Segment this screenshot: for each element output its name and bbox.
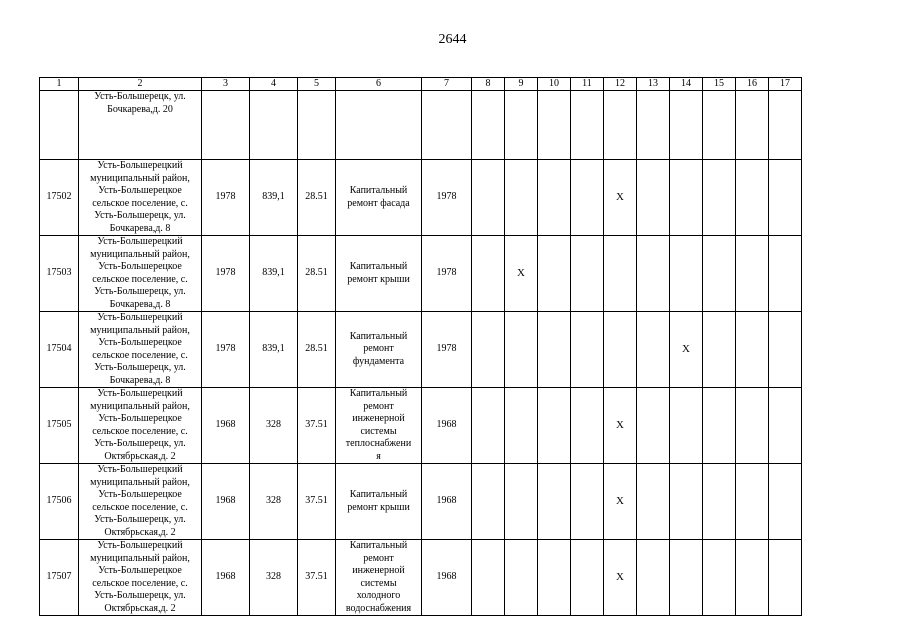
empty-cell (769, 388, 802, 464)
mark-cell: X (604, 388, 637, 464)
empty-cell (571, 312, 604, 388)
column-number-cell: 9 (505, 78, 538, 91)
column-number-row (40, 78, 802, 91)
column-number-cell: 13 (637, 78, 670, 91)
empty-cell (670, 236, 703, 312)
empty-cell (637, 388, 670, 464)
year-built-cell: 1968 (202, 388, 250, 464)
address-cell: Усть-Большерецкий муниципальный район, Усть-Большерецкое сельское поселение, с. Усть-Большерецк, ул. Бочкарева,д. 8 (79, 160, 202, 236)
address-cell: Усть-Большерецкий муниципальный район, Усть-Большерецкое сельское поселение, с. Усть-Большерецк, ул. Октябрьская,д. 2 (79, 464, 202, 540)
empty-cell (670, 464, 703, 540)
year-built-cell: 1978 (202, 160, 250, 236)
column-number-cell: 17 (769, 78, 802, 91)
column-number-cell: 10 (538, 78, 571, 91)
work-type-cell: Капитальный ремонт крыши (336, 236, 422, 312)
empty-cell (736, 236, 769, 312)
wear-cell: 28.51 (298, 312, 336, 388)
column-number-cell: 14 (670, 78, 703, 91)
empty-cell (538, 540, 571, 616)
empty-cell (703, 160, 736, 236)
empty-cell (703, 312, 736, 388)
column-number-cell: 6 (336, 78, 422, 91)
wear-cell: 28.51 (298, 160, 336, 236)
column-number-cell: 2 (79, 78, 202, 91)
empty-cell (472, 388, 505, 464)
empty-cell (505, 312, 538, 388)
address-cell: Усть-Большерецкий муниципальный район, Усть-Большерецкое сельское поселение, с. Усть-Большерецк, ул. Октябрьская,д. 2 (79, 388, 202, 464)
row-id-cell: 17506 (40, 464, 79, 540)
empty-cell (736, 464, 769, 540)
empty-cell (250, 91, 298, 160)
mark-cell: X (604, 160, 637, 236)
empty-cell (505, 464, 538, 540)
address-cell: Усть-Большерецкий муниципальный район, Усть-Большерецкое сельское поселение, с. Усть-Большерецк, ул. Бочкарева,д. 8 (79, 312, 202, 388)
empty-cell (505, 388, 538, 464)
empty-cell (505, 540, 538, 616)
page-number: 2644 (438, 32, 467, 47)
year-built-cell: 1978 (202, 236, 250, 312)
empty-cell (769, 160, 802, 236)
empty-cell (604, 236, 637, 312)
table-row (40, 464, 802, 540)
empty-cell (637, 160, 670, 236)
mark-cell: X (670, 312, 703, 388)
area-cell: 328 (250, 388, 298, 464)
address-cell: Усть-Большерецк, ул. Бочкарева,д. 20 (79, 91, 202, 160)
empty-cell (769, 312, 802, 388)
empty-cell (604, 312, 637, 388)
empty-cell (298, 91, 336, 160)
empty-cell (703, 91, 736, 160)
wear-cell: 37.51 (298, 540, 336, 616)
year-built-cell: 1968 (202, 540, 250, 616)
row-id-cell: 17504 (40, 312, 79, 388)
work-type-cell: Капитальный ремонт фундамента (336, 312, 422, 388)
column-number-cell: 4 (250, 78, 298, 91)
empty-cell (637, 312, 670, 388)
empty-cell (472, 160, 505, 236)
empty-cell (736, 312, 769, 388)
table-row (40, 160, 802, 236)
empty-cell (472, 312, 505, 388)
empty-cell (538, 312, 571, 388)
year-built-cell: 1978 (202, 312, 250, 388)
column-number-cell: 16 (736, 78, 769, 91)
empty-cell (571, 91, 604, 160)
empty-cell (769, 540, 802, 616)
year-cell: 1978 (422, 312, 472, 388)
empty-cell (703, 236, 736, 312)
empty-cell (637, 91, 670, 160)
empty-cell (538, 236, 571, 312)
empty-cell (505, 160, 538, 236)
empty-cell (736, 540, 769, 616)
table-row (40, 312, 802, 388)
empty-cell (336, 91, 422, 160)
year-cell: 1978 (422, 160, 472, 236)
table-row (40, 236, 802, 312)
address-cell: Усть-Большерецкий муниципальный район, Усть-Большерецкое сельское поселение, с. Усть-Большерецк, ул. Бочкарева,д. 8 (79, 236, 202, 312)
empty-cell (703, 388, 736, 464)
work-type-cell: Капитальный ремонт фасада (336, 160, 422, 236)
area-cell: 839,1 (250, 236, 298, 312)
column-number-cell: 15 (703, 78, 736, 91)
repair-schedule-table (39, 77, 802, 616)
area-cell: 839,1 (250, 160, 298, 236)
empty-cell (637, 464, 670, 540)
empty-cell (769, 91, 802, 160)
mark-cell: X (604, 540, 637, 616)
empty-cell (670, 91, 703, 160)
column-number-cell: 12 (604, 78, 637, 91)
empty-cell (472, 91, 505, 160)
row-id-cell: 17502 (40, 160, 79, 236)
empty-cell (736, 160, 769, 236)
year-cell: 1978 (422, 236, 472, 312)
empty-cell (571, 540, 604, 616)
empty-cell (670, 540, 703, 616)
year-cell: 1968 (422, 540, 472, 616)
empty-cell (538, 388, 571, 464)
address-cell: Усть-Большерецкий муниципальный район, Усть-Большерецкое сельское поселение, с. Усть-Большерецк, ул. Октябрьская,д. 2 (79, 540, 202, 616)
empty-cell (40, 91, 79, 160)
column-number-cell: 7 (422, 78, 472, 91)
empty-cell (505, 91, 538, 160)
table-row (40, 388, 802, 464)
work-type-cell: Капитальный ремонт инженерной системы теплоснабжени я (336, 388, 422, 464)
empty-cell (703, 540, 736, 616)
empty-cell (202, 91, 250, 160)
work-type-cell: Капитальный ремонт крыши (336, 464, 422, 540)
empty-cell (422, 91, 472, 160)
wear-cell: 37.51 (298, 464, 336, 540)
empty-cell (736, 91, 769, 160)
work-type-cell: Капитальный ремонт инженерной системы холодного водоснабжения (336, 540, 422, 616)
column-number-cell: 3 (202, 78, 250, 91)
empty-cell (604, 91, 637, 160)
area-cell: 839,1 (250, 312, 298, 388)
empty-cell (637, 236, 670, 312)
area-cell: 328 (250, 464, 298, 540)
empty-cell (703, 464, 736, 540)
wear-cell: 37.51 (298, 388, 336, 464)
mark-cell: X (604, 464, 637, 540)
wear-cell: 28.51 (298, 236, 336, 312)
row-id-cell: 17503 (40, 236, 79, 312)
empty-cell (736, 388, 769, 464)
year-cell: 1968 (422, 388, 472, 464)
empty-cell (538, 160, 571, 236)
mark-cell: X (505, 236, 538, 312)
empty-cell (538, 464, 571, 540)
column-number-cell: 8 (472, 78, 505, 91)
empty-cell (538, 91, 571, 160)
year-built-cell: 1968 (202, 464, 250, 540)
column-number-cell: 5 (298, 78, 336, 91)
table-row (40, 91, 802, 160)
empty-cell (571, 160, 604, 236)
row-id-cell: 17507 (40, 540, 79, 616)
area-cell: 328 (250, 540, 298, 616)
empty-cell (571, 236, 604, 312)
empty-cell (637, 540, 670, 616)
empty-cell (769, 236, 802, 312)
column-number-cell: 1 (40, 78, 79, 91)
table-row (40, 540, 802, 616)
empty-cell (472, 540, 505, 616)
empty-cell (472, 464, 505, 540)
empty-cell (670, 160, 703, 236)
year-cell: 1968 (422, 464, 472, 540)
empty-cell (769, 464, 802, 540)
column-number-cell: 11 (571, 78, 604, 91)
row-id-cell: 17505 (40, 388, 79, 464)
empty-cell (670, 388, 703, 464)
empty-cell (472, 236, 505, 312)
empty-cell (571, 464, 604, 540)
empty-cell (571, 388, 604, 464)
